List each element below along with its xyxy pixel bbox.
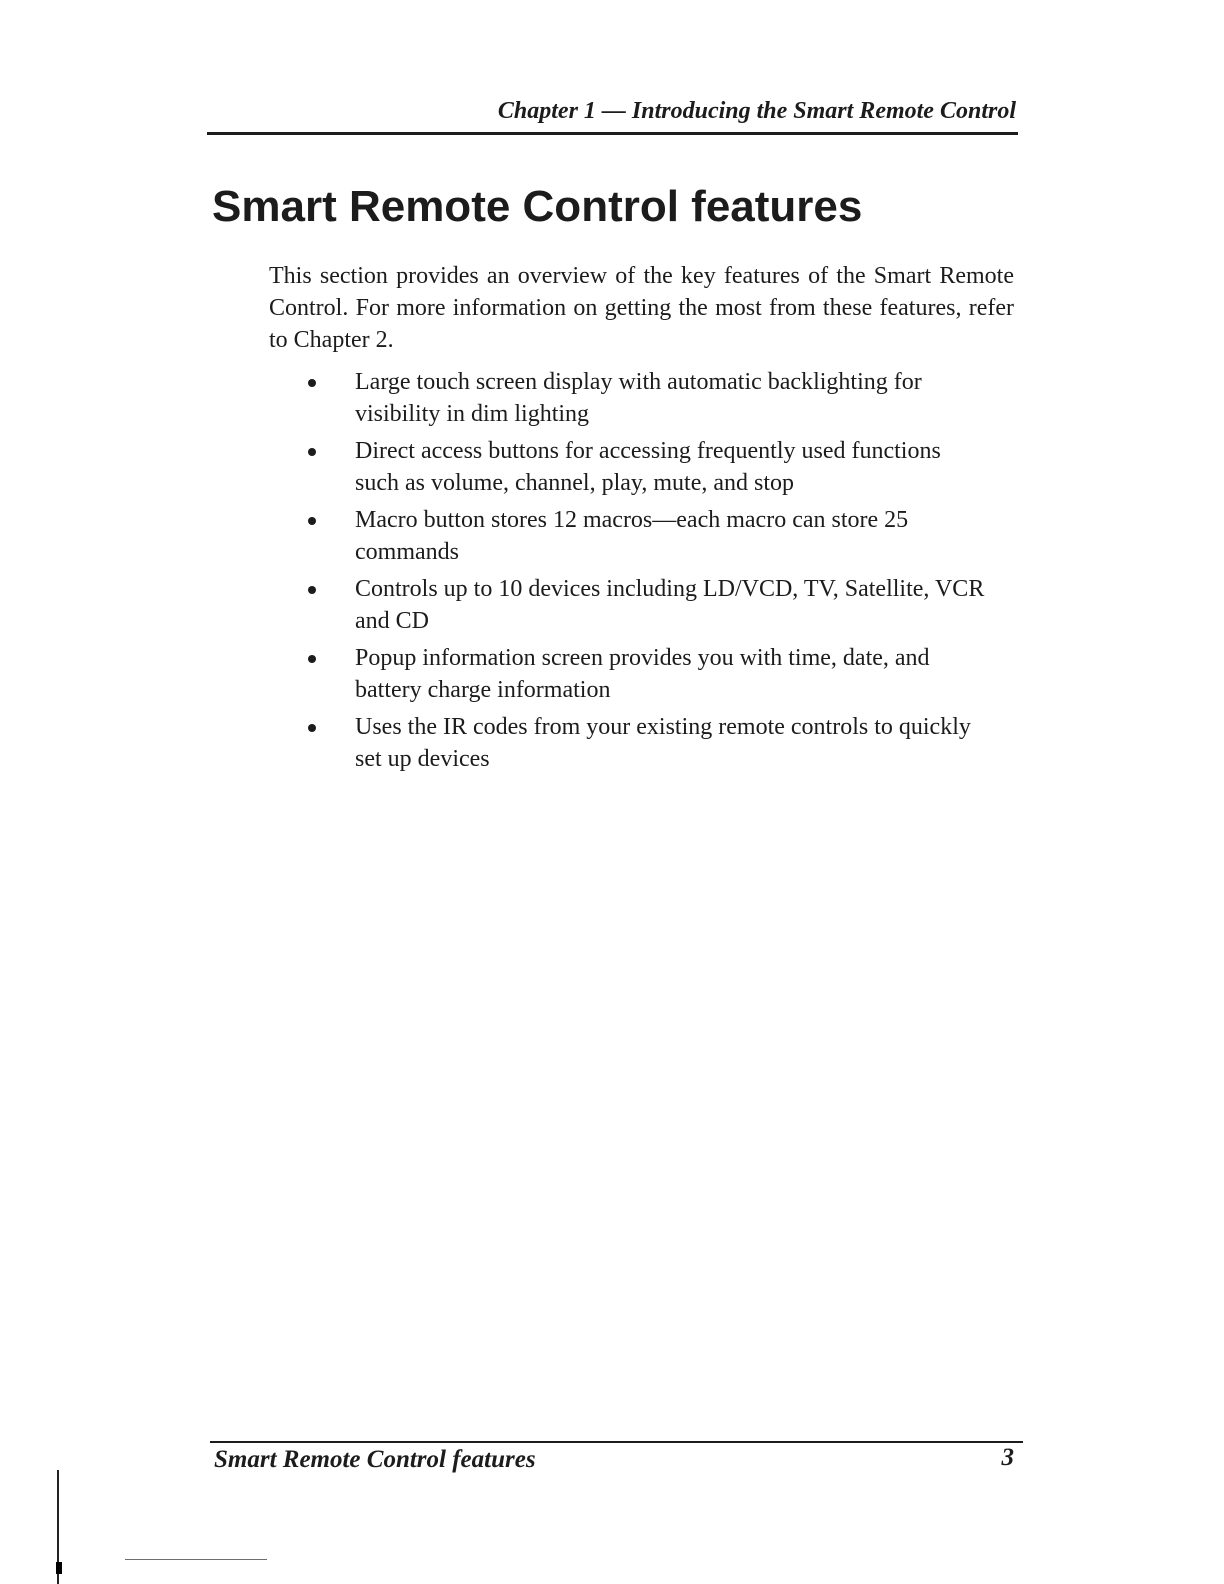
- section-title: Smart Remote Control features: [212, 182, 863, 231]
- page-number: 3: [1001, 1444, 1014, 1471]
- feature-item: [300, 435, 990, 499]
- running-header: Chapter 1 — Introducing the Smart Remote Control: [497, 98, 1016, 124]
- bullet-icon: [308, 724, 316, 732]
- feature-item: [300, 573, 990, 637]
- feature-text: Macro button stores 12 macros—each macro can store 25 commands: [355, 507, 909, 565]
- feature-text: Large touch screen display with automatic backlighting for visibility in dim lighting: [355, 369, 922, 427]
- bullet-icon: [308, 655, 316, 663]
- bullet-icon: [308, 448, 316, 456]
- bullet-icon: [308, 517, 316, 525]
- footer-rule: [210, 1441, 1023, 1443]
- feature-item: [300, 711, 990, 775]
- feature-text: Popup information screen provides you with time, date, and battery charge information: [355, 645, 930, 703]
- bullet-icon: [308, 586, 316, 594]
- bullet-icon: [308, 379, 316, 387]
- footer-title: Smart Remote Control features: [214, 1446, 536, 1473]
- header-rule: [207, 132, 1018, 135]
- feature-text: Direct access buttons for accessing frequently used functions such as volume, channel, play, mute, and stop: [355, 438, 941, 496]
- feature-list: [300, 366, 990, 780]
- scan-mark: [56, 1562, 62, 1574]
- feature-text: Uses the IR codes from your existing remote controls to quickly set up devices: [355, 714, 971, 772]
- intro-paragraph: This section provides an overview of the key features of the Smart Remote Control. For more information on getting the most from these features, refer to Chapter 2.: [269, 263, 1014, 353]
- scan-artifact-line: [125, 1559, 267, 1560]
- feature-text: Controls up to 10 devices including LD/VCD, TV, Satellite, VCR and CD: [355, 576, 985, 634]
- feature-item: [300, 642, 990, 706]
- feature-item: [300, 366, 990, 430]
- feature-item: [300, 504, 990, 568]
